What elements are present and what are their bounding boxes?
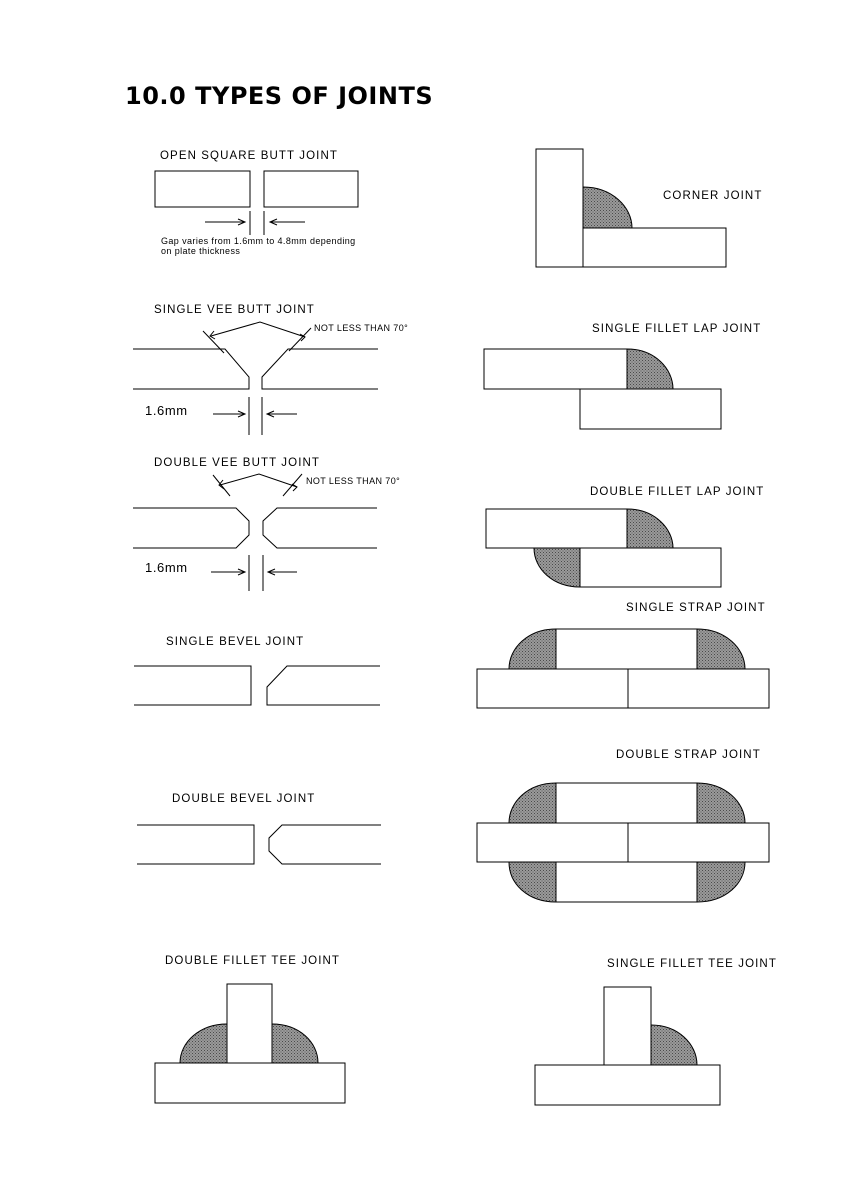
fillet-weld — [627, 349, 673, 389]
corner-weld — [583, 187, 632, 228]
right-fillet-weld — [272, 1024, 318, 1063]
horizontal-plate — [583, 228, 726, 267]
left-plate — [477, 669, 628, 708]
corner-joint — [536, 149, 762, 267]
left-fillet-weld — [180, 1024, 227, 1063]
top-left-weld — [509, 783, 556, 823]
bottom-strap — [556, 862, 697, 902]
left-plate — [477, 823, 628, 862]
right-plate — [269, 825, 381, 864]
single-strap-label: SINGLE STRAP JOINT — [626, 602, 766, 614]
double-bevel-joint — [137, 793, 381, 864]
right-plate — [267, 666, 380, 705]
bottom-plate — [580, 548, 721, 587]
double-strap-label: DOUBLE STRAP JOINT — [616, 749, 761, 761]
single-fillet-lap-joint — [484, 323, 761, 429]
right-plate — [262, 349, 378, 389]
double-vee-label: DOUBLE VEE BUTT JOINT — [154, 457, 321, 469]
gap-note-line1: Gap varies from 1.6mm to 4.8mm depending — [161, 236, 356, 246]
bottom-left-weld — [509, 862, 556, 902]
double-fillet-lap-label: DOUBLE FILLET LAP JOINT — [590, 486, 765, 498]
open-square-butt-label: OPEN SQUARE BUTT JOINT — [160, 150, 338, 162]
angle-dimension — [213, 474, 302, 496]
left-plate — [137, 825, 254, 864]
upper-fillet-weld — [627, 509, 673, 548]
lower-fillet-weld — [534, 548, 580, 587]
single-fillet-tee-joint — [535, 958, 777, 1105]
double-bevel-label: DOUBLE BEVEL JOINT — [172, 793, 316, 805]
vertical-plate — [536, 149, 583, 267]
strap — [556, 629, 697, 669]
double-fillet-tee-joint — [155, 955, 345, 1103]
left-plate — [133, 508, 249, 548]
angle-note: NOT LESS THAN 70° — [314, 323, 409, 333]
base-plate — [155, 1063, 345, 1103]
right-plate — [628, 823, 769, 862]
single-strap-joint — [477, 602, 769, 708]
right-plate — [263, 508, 377, 548]
single-vee-butt-joint — [133, 304, 408, 435]
left-plate — [155, 171, 250, 207]
page-title: 10.0 TYPES OF JOINTS — [125, 82, 434, 110]
left-weld — [509, 629, 556, 669]
right-plate — [264, 171, 358, 207]
angle-note: NOT LESS THAN 70° — [306, 476, 401, 486]
bottom-plate — [580, 389, 721, 429]
corner-joint-label: CORNER JOINT — [663, 190, 763, 202]
vertical-plate — [227, 984, 272, 1063]
left-plate — [133, 349, 249, 389]
top-plate — [484, 349, 627, 389]
base-plate — [535, 1065, 720, 1105]
gap-label: 1.6mm — [145, 560, 188, 575]
bottom-right-weld — [697, 862, 745, 902]
left-plate — [134, 666, 251, 705]
gap-dimension — [205, 211, 305, 235]
double-fillet-tee-label: DOUBLE FILLET TEE JOINT — [165, 955, 341, 967]
single-vee-label: SINGLE VEE BUTT JOINT — [154, 304, 315, 316]
gap-label: 1.6mm — [145, 403, 188, 418]
open-square-butt-joint — [155, 150, 358, 256]
single-bevel-joint — [134, 636, 380, 705]
right-weld — [697, 629, 745, 669]
gap-dimension — [213, 397, 297, 435]
single-fillet-tee-label: SINGLE FILLET TEE JOINT — [607, 958, 777, 970]
single-bevel-label: SINGLE BEVEL JOINT — [166, 636, 305, 648]
double-fillet-lap-joint — [486, 486, 764, 587]
fillet-weld — [651, 1025, 697, 1065]
gap-note-line2: on plate thickness — [161, 246, 241, 256]
gap-dimension — [211, 555, 297, 591]
right-plate — [628, 669, 769, 708]
single-fillet-lap-label: SINGLE FILLET LAP JOINT — [592, 323, 762, 335]
top-strap — [556, 783, 697, 823]
top-plate — [486, 509, 627, 548]
top-right-weld — [697, 783, 745, 823]
vertical-plate — [604, 987, 651, 1065]
double-strap-joint — [477, 749, 769, 902]
angle-dimension — [203, 322, 311, 353]
double-vee-butt-joint — [133, 457, 400, 591]
